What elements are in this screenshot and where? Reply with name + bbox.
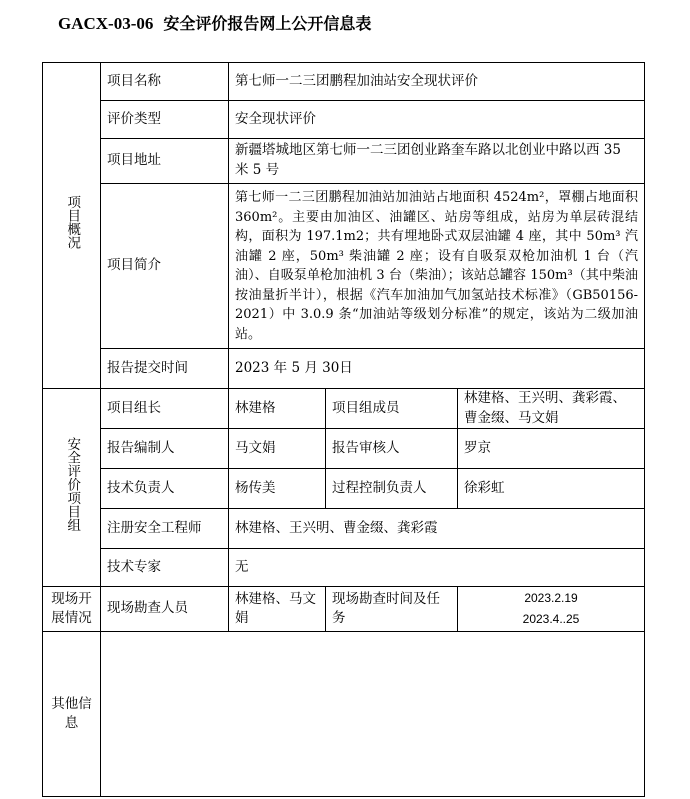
label-site-surveyors: 现场勘查人员 [101, 587, 229, 632]
row-evaluation-type [43, 101, 645, 139]
label-tech-expert: 技术专家 [101, 549, 229, 587]
value-project-name: 第七师一二三团鹏程加油站安全现状评价 [229, 63, 645, 101]
section-overview [43, 63, 101, 389]
value-team-members: 林建格、王兴明、龚彩霞、曹金缀、马文娟 [458, 389, 645, 429]
row-submit-date [43, 349, 645, 389]
row-tech-lead [43, 469, 645, 509]
value-tech-lead: 杨传美 [229, 469, 326, 509]
label-survey-time: 现场勘查时间及任务 [326, 587, 458, 632]
value-submit-date: 2023 年 5 月 30日 [229, 349, 645, 389]
survey-date-1: 2023.2.19 [524, 591, 578, 606]
row-safety-engineers [43, 509, 645, 549]
value-project-intro: 第七师一二三团鹏程加油站加油站占地面积 4524m²，罩棚占地面积 360m²。主要由加油区、油罐区、站房等组成，站房为单层砖混结构，面积为 197.1m2；共有埋地卧式双层油罐 4 座，其中 50m³ 汽油罐 2 座，50m³ 柴油罐 2 座；设有自吸泵双枪加油机 1 台（汽油）、自吸泵单枪加油机 3 台（柴油）；该站总罐容 150m³（其中柴油按油量折半计），根据《汽车加油加气加氢站技术标准》（GB50156-2021）中 3.0.9 条“加油站等级划分标准”的规定，该站为二级加油站。 [229, 184, 645, 349]
value-evaluation-type: 安全现状评价 [229, 101, 645, 139]
value-team-leader: 林建格 [229, 389, 326, 429]
survey-date-2: 2023.4..25 [522, 612, 580, 627]
label-report-reviewer: 报告审核人 [326, 429, 458, 469]
document-title-row [58, 11, 371, 34]
label-safety-engineers: 注册安全工程师 [101, 509, 229, 549]
form-code: GACX-03-06 [58, 14, 154, 33]
row-team-leader [43, 389, 645, 429]
value-report-author: 马文娟 [229, 429, 326, 469]
label-team-leader: 项目组长 [101, 389, 229, 429]
label-evaluation-type: 评价类型 [101, 101, 229, 139]
label-tech-lead: 技术负责人 [101, 469, 229, 509]
value-other-info [101, 632, 645, 797]
info-table [42, 62, 645, 797]
label-submit-date: 报告提交时间 [101, 349, 229, 389]
label-team-members: 项目组成员 [326, 389, 458, 429]
value-survey-dates [458, 587, 645, 632]
value-project-address: 新疆塔城地区第七师一二三团创业路奎车路以北创业中路以西 35 米 5 号 [229, 139, 645, 184]
label-process-control: 过程控制负责人 [326, 469, 458, 509]
value-site-surveyors: 林建格、马文娟 [229, 587, 326, 632]
row-report-author [43, 429, 645, 469]
row-project-name [43, 63, 645, 101]
value-safety-engineers: 林建格、王兴明、曹金缀、龚彩霞 [229, 509, 645, 549]
section-team [43, 389, 101, 587]
row-project-intro [43, 184, 645, 349]
row-other-info [43, 632, 645, 797]
value-report-reviewer: 罗京 [458, 429, 645, 469]
section-other: 其他信息 [43, 632, 101, 797]
section-site: 现场开展情况 [43, 587, 101, 632]
row-tech-expert [43, 549, 645, 587]
label-project-intro: 项目简介 [101, 184, 229, 349]
section-overview-label: 项目概况 [64, 195, 81, 250]
value-process-control: 徐彩虹 [458, 469, 645, 509]
row-site-survey [43, 587, 645, 632]
label-project-name: 项目名称 [101, 63, 229, 101]
value-tech-expert: 无 [229, 549, 645, 587]
label-project-address: 项目地址 [101, 139, 229, 184]
document-title: 安全评价报告网上公开信息表 [163, 14, 372, 33]
section-team-label: 安全评价项目组 [64, 437, 81, 532]
row-project-address [43, 139, 645, 184]
label-report-author: 报告编制人 [101, 429, 229, 469]
